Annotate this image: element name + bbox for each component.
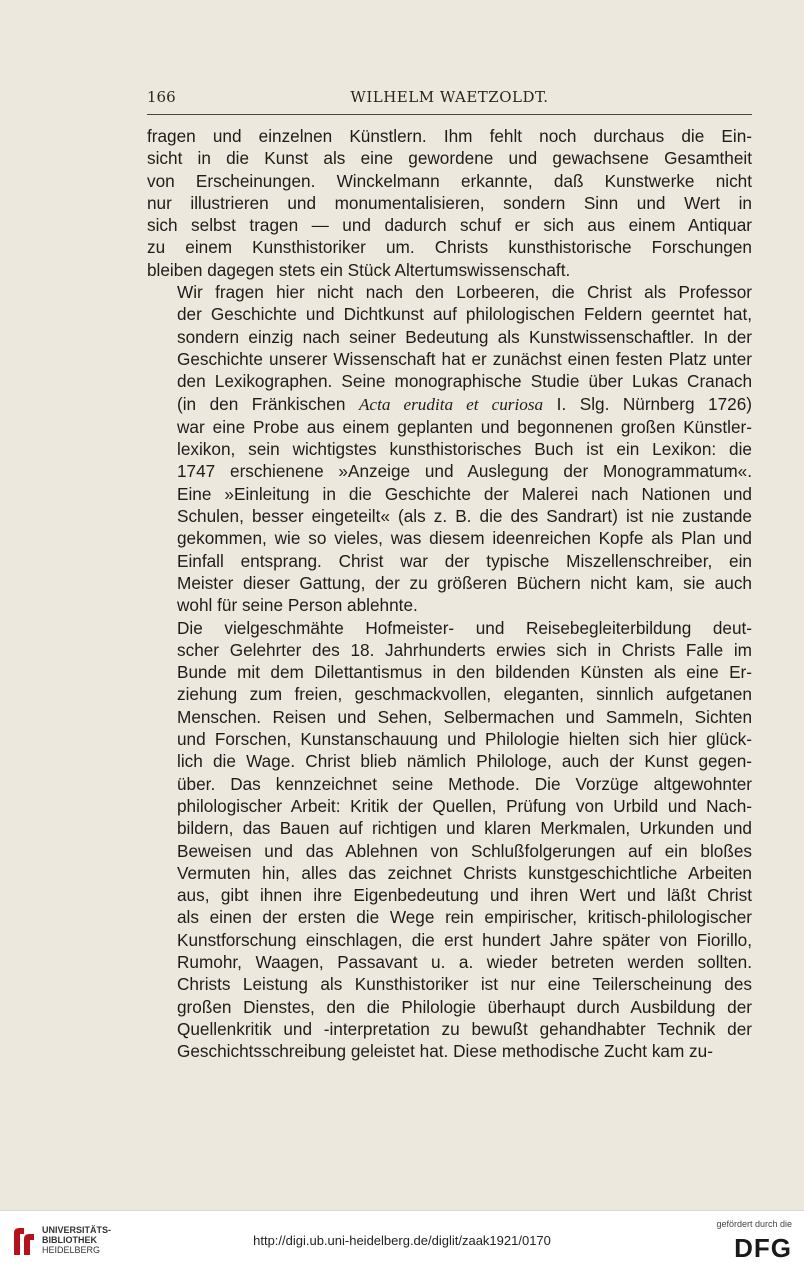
text-line: über. Das kennzeichnet seine Methode. Die Vorzüge altgewohnter xyxy=(177,773,752,794)
library-line: HEIDELBERG xyxy=(42,1245,101,1255)
text-line: Beweisen und das Ablehnen von Schlußfolgerungen auf ein bloßes xyxy=(177,840,752,861)
running-head xyxy=(147,88,752,114)
text-line: Bunde mit dem Dilettantismus in den bildenden Künsten als eine Er- xyxy=(177,662,752,683)
paragraph xyxy=(147,617,752,1063)
dfg-logo: DFG xyxy=(734,1233,792,1263)
text-line: Geschichte unserer Wissenschaft hat er zunächst einen festen Platz unter xyxy=(177,348,752,369)
paragraph xyxy=(147,125,752,281)
header-rule xyxy=(147,114,752,115)
text-line: Schulen, besser eingeteilt« (als z. B. die des Sandrart) ist nie zustande xyxy=(177,506,752,527)
page-number: 166 xyxy=(147,88,176,106)
text-line: Quellenkritik und -interpretation zu bewußt gehandhabter Technik der xyxy=(177,1018,752,1039)
text-line: wohl für seine Person ablehnte. xyxy=(177,595,418,616)
body-text xyxy=(147,125,752,1062)
text-line: fragen und einzelnen Künstlern. Ihm fehlt noch durchaus die Ein- xyxy=(147,126,752,146)
text-line: Christs Leistung als Kunsthistoriker ist nur eine Teilerscheinung des xyxy=(177,974,752,995)
text-line: philologischer Arbeit: Kritik der Quellen, Prüfung von Urbild und Nach- xyxy=(177,795,752,816)
text-line: Meister dieser Gattung, der zu größeren Büchern nicht kam, sie auch xyxy=(177,572,752,593)
text-line: Wir fragen hier nicht nach den Lorbeeren, die Christ als Professor xyxy=(177,282,752,303)
text-line: den Lexikographen. Seine monographische Studie über Lukas Cranach xyxy=(177,371,752,392)
permalink-url[interactable]: http://digi.ub.uni-heidelberg.de/diglit/zaak1921/0170 xyxy=(253,1233,551,1248)
text-line: scher Gelehrter des 18. Jahrhunderts erwies sich in Christs Falle im xyxy=(177,639,752,660)
text-line: lich die Wage. Christ blieb nämlich Philologe, auch der Kunst gegen- xyxy=(177,751,752,772)
text-line: ziehung zum freien, geschmackvollen, eleganten, sinnlich aufgetanen xyxy=(177,684,752,705)
text-line: bleiben dagegen stets ein Stück Altertumswissenschaft. xyxy=(147,259,571,280)
running-title: WILHELM WAETZOLDT. xyxy=(350,88,549,106)
text-line: Geschichtsschreibung geleistet hat. Diese methodische Zucht kam zu- xyxy=(177,1041,713,1062)
paragraph xyxy=(147,281,752,616)
text-line: bildern, das Bauen auf richtigen und klaren Merkmalen, Urkunden und xyxy=(177,818,752,839)
text-line: sich selbst tragen — und dadurch schuf er sich aus einem Antiquar xyxy=(147,215,752,236)
library-line: UNIVERSITÄTS- xyxy=(42,1225,112,1235)
text-line: war eine Probe aus einem geplanten und begonnenen großen Künstler- xyxy=(177,416,752,437)
text-line: sicht in die Kunst als eine gewordene und gewachsene Gesamtheit xyxy=(147,148,752,169)
text-line: gekommen, wie so vieles, was diesem ideenreichen Kopfe als Plan und xyxy=(177,528,752,549)
text-line: Eine »Einleitung in die Geschichte der Malerei nach Nationen und xyxy=(177,483,752,504)
text-line: sondern einzig nach seiner Bedeutung als Kunstwissenschaftler. In der xyxy=(177,326,752,347)
text-line: 1747 erschienene »Anzeige und Auslegung der Monogrammatum«. xyxy=(177,461,752,482)
text-line: von Erscheinungen. Winckelmann erkannte, daß Kunstwerke nicht xyxy=(147,170,752,191)
text-line: zu einem Kunsthistoriker um. Christs kunsthistorische Forschungen xyxy=(147,237,752,258)
text-line: Einfall entsprang. Christ war der typische Miszellenschreiber, ein xyxy=(177,550,752,571)
text-line: der Geschichte und Dichtkunst auf philologischen Feldern geerntet hat, xyxy=(177,304,752,325)
text-line: und Forschen, Kunstanschauung und Philologie hielten sich hier glück- xyxy=(177,729,752,750)
text-line: großen Dienstes, den die Philologie überhaupt durch Ausbildung der xyxy=(177,996,752,1017)
text-line: nur illustrieren und monumentalisieren, sondern Sinn und Wert in xyxy=(147,192,752,213)
text-line: Rumohr, Waagen, Passavant u. a. wieder betreten werden sollten. xyxy=(177,951,752,972)
text-line: Kunstforschung einschlagen, die erst hundert Jahre später von Fiorillo, xyxy=(177,929,752,950)
text-line: Vermuten hin, alles das zeichnet Christs kunstgeschichtliche Arbeiten xyxy=(177,862,752,883)
text-line: (in den Fränkischen Acta erudita et curiosa I. Slg. Nürnberg 1726) xyxy=(177,393,752,414)
viewer-footer xyxy=(0,1210,804,1270)
text-line: Menschen. Reisen und Sehen, Selbermachen und Sammeln, Sichten xyxy=(177,706,752,727)
funding-caption: gefördert durch die xyxy=(716,1219,792,1229)
text-line: als einen der ersten die Wege rein empirischer, kritisch-philologischer xyxy=(177,907,752,928)
text-line: aus, gibt ihnen ihre Eigenbedeutung und ihren Wert und läßt Christ xyxy=(177,885,752,906)
text-line: Die vielgeschmähte Hofmeister- und Reisebegleiterbildung deut- xyxy=(177,617,752,638)
library-line: BIBLIOTHEK xyxy=(42,1235,97,1245)
text-line: lexikon, sein wichtigstes kunsthistorisches Buch ist ein Lexikon: die xyxy=(177,439,752,460)
